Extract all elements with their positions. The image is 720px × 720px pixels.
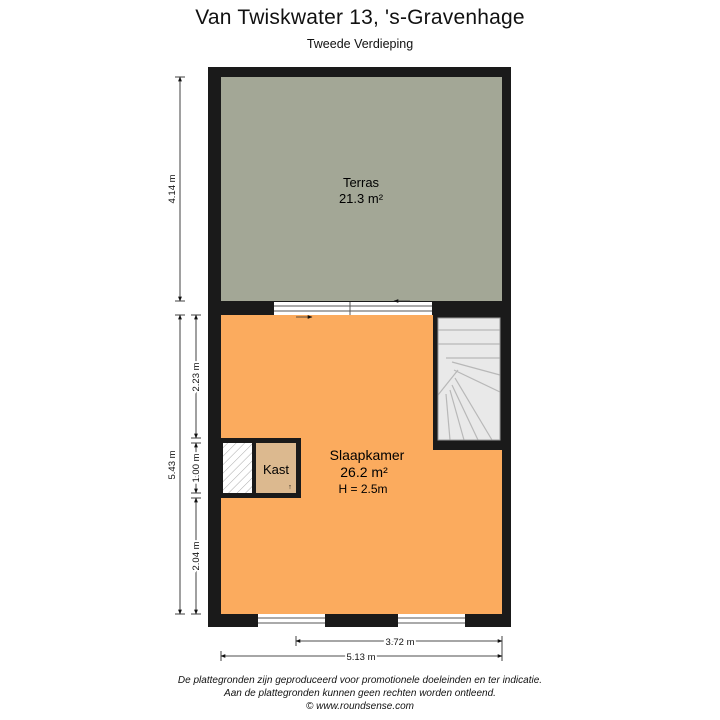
terras-label: Terras bbox=[342, 175, 380, 190]
kast-label: Kast bbox=[262, 462, 290, 477]
page-title: Van Twiskwater 13, 's-Gravenhage bbox=[195, 6, 525, 29]
slaapkamer-area: 26.2 m² bbox=[340, 464, 388, 480]
dim-label-left-top: 4.14 m bbox=[167, 174, 178, 204]
disclaimer-line-1: De plattegronden zijn geproduceerd voor promotionele doeleinden en ter indicatie. bbox=[177, 675, 543, 686]
disclaimer-line-2: Aan de plattegronden kunnen geen rechten worden ontleend. bbox=[224, 688, 496, 699]
copyright-link[interactable]: © www.roundsense.com bbox=[306, 701, 414, 712]
staircase bbox=[438, 318, 500, 440]
dim-label-left-lower: 2.04 m bbox=[191, 541, 202, 571]
terras-area: 21.3 m² bbox=[338, 191, 384, 206]
disclaimer bbox=[0, 674, 720, 713]
kast-mark: ↑ bbox=[288, 484, 292, 491]
dim-label-left-total: 5.43 m bbox=[167, 450, 178, 480]
window-right bbox=[398, 614, 465, 627]
dim-label-left-upper: 2.23 m bbox=[191, 362, 202, 392]
slaapkamer-label: Slaapkamer bbox=[329, 447, 405, 463]
floor-subtitle: Tweede Verdieping bbox=[306, 37, 414, 51]
window-left bbox=[258, 614, 325, 627]
dim-label-bottom-total: 5.13 m bbox=[346, 652, 376, 663]
slaapkamer-height: H = 2.5m bbox=[338, 482, 388, 496]
dim-label-left-middle: 1.00 m bbox=[191, 453, 202, 483]
dim-label-bottom-inner: 3.72 m bbox=[385, 637, 415, 648]
sliding-door[interactable] bbox=[274, 302, 432, 315]
